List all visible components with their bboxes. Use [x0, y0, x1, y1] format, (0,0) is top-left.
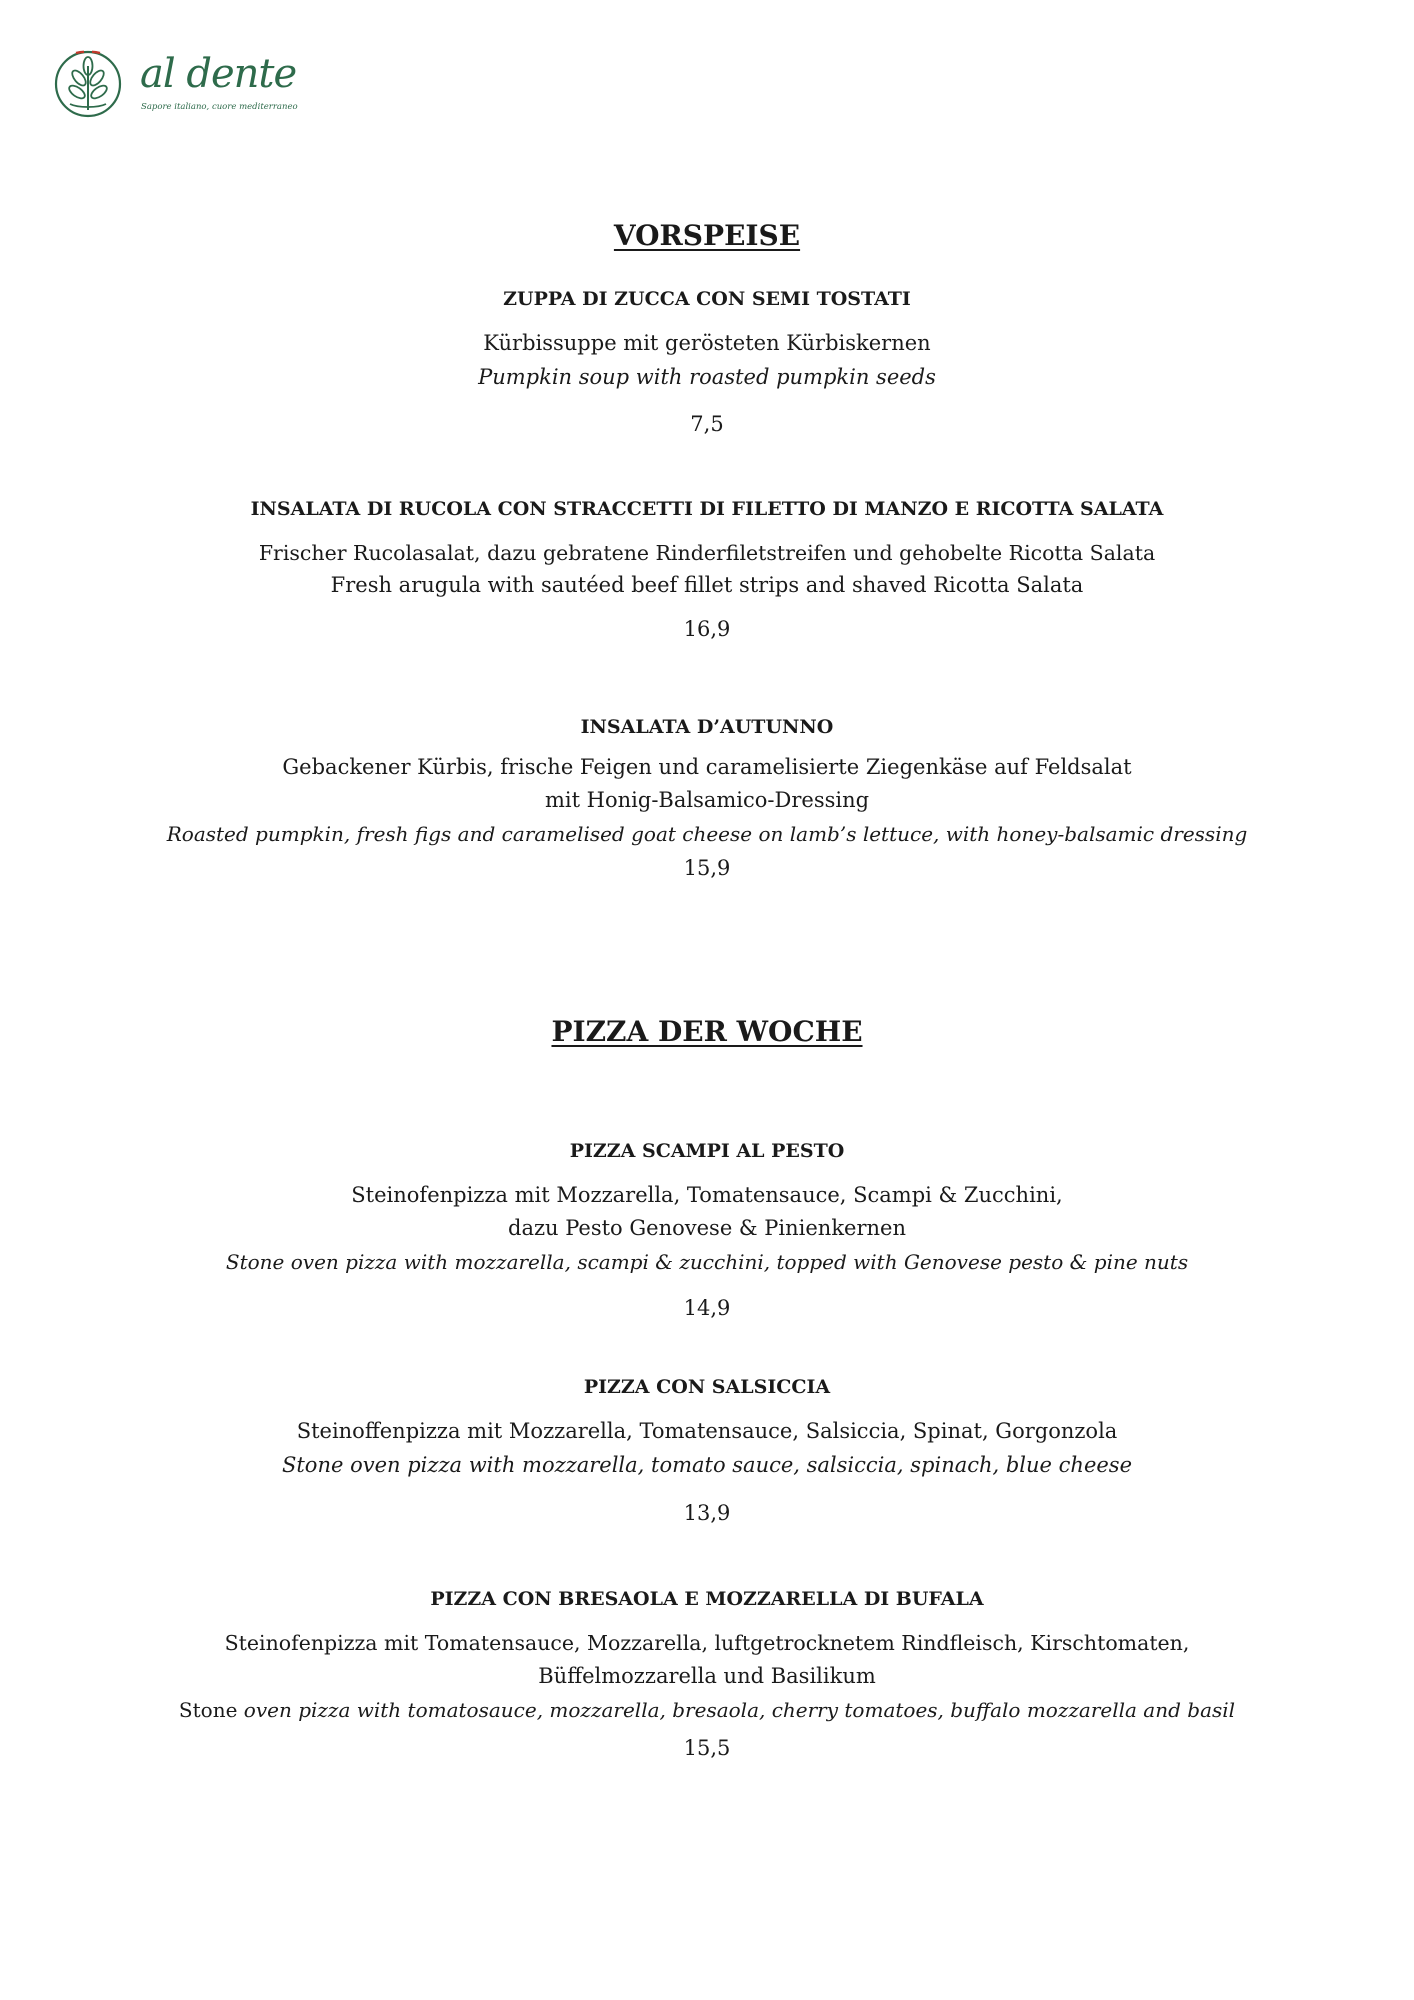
dish-description-en-plain: Stone — [178, 1698, 238, 1722]
dish-description-en: Stone oven pizza with mozzarella, scampi & zucchini, topped with Genovese pesto & pine nuts — [225, 1250, 1189, 1274]
brand-name: al dente — [140, 51, 297, 97]
dish-description-en: Roasted pumpkin, fresh figs and caramelised goat cheese on lamb’s lettuce, with honey-balsamic dressing — [166, 822, 1248, 846]
dish-description-en: Pumpkin soup with roasted pumpkin seeds — [478, 365, 936, 389]
dish-description-de: Steinoffenpizza mit Mozzarella, Tomatensauce, Salsiccia, Spinat, Gorgonzola — [296, 1419, 1118, 1443]
dish-description-en: Stone oven pizza with mozzarella, tomato sauce, salsiccia, spinach, blue cheese — [281, 1453, 1133, 1477]
dish-description-de: Steinofenpizza mit Tomatensauce, Mozzarella, luftgetrocknetem Rindfleisch, Kirschtomaten, — [224, 1631, 1190, 1655]
section-title-pizza-der-woche: PIZZA DER WOCHE — [551, 1015, 863, 1048]
dish-price: 7,5 — [690, 412, 724, 436]
dish-price: 15,5 — [683, 1736, 731, 1760]
dish-name: INSALATA DI RUCOLA CON STRACCETTI DI FILETTO DI MANZO E RICOTTA SALATA — [250, 498, 1164, 520]
dish-description-de: Büffelmozzarella und Basilikum — [538, 1664, 876, 1688]
dish-name: PIZZA CON SALSICCIA — [583, 1376, 831, 1398]
dish-description-de: Frischer Rucolasalat, dazu gebratene Rinderfiletstreifen und gehobelte Ricotta Salata — [258, 541, 1156, 565]
dish-description-de: Kürbissuppe mit gerösteten Kürbiskernen — [483, 331, 931, 355]
dish-description-de: mit Honig-Balsamico-Dressing — [544, 788, 870, 812]
dish-description-en-italic: oven pizza with tomatosauce, mozzarella, bresaola, cherry tomatoes, buffalo mozzarella and basil — [243, 1698, 1236, 1722]
dish-description-de: Gebackener Kürbis, frische Feigen und caramelisierte Ziegenkäse auf Feldsalat — [282, 755, 1132, 779]
section-title-vorspeise: VORSPEISE — [613, 219, 801, 252]
dish-description-en — [0, 1698, 1414, 1722]
dish-name: ZUPPA DI ZUCCA CON SEMI TOSTATI — [503, 288, 911, 310]
olive-branch-logo-icon — [48, 44, 132, 120]
dish-description-de: Steinofenpizza mit Mozzarella, Tomatensauce, Scampi & Zucchini, — [351, 1183, 1063, 1207]
dish-name: INSALATA D’AUTUNNO — [580, 716, 834, 738]
dish-description-en: Fresh arugula with sautéed beef fillet strips and shaved Ricotta Salata — [330, 573, 1084, 597]
dish-price: 16,9 — [683, 617, 731, 641]
dish-price: 13,9 — [683, 1501, 731, 1525]
dish-name: PIZZA CON BRESAOLA E MOZZARELLA DI BUFALA — [430, 1588, 984, 1610]
brand-logo — [48, 44, 308, 124]
dish-price: 15,9 — [683, 856, 731, 880]
dish-name: PIZZA SCAMPI AL PESTO — [569, 1140, 845, 1162]
dish-price: 14,9 — [683, 1296, 731, 1320]
brand-tagline: Sapore italiano, cuore mediterraneo — [141, 102, 298, 112]
dish-description-de: dazu Pesto Genovese & Pinienkernen — [508, 1216, 906, 1240]
